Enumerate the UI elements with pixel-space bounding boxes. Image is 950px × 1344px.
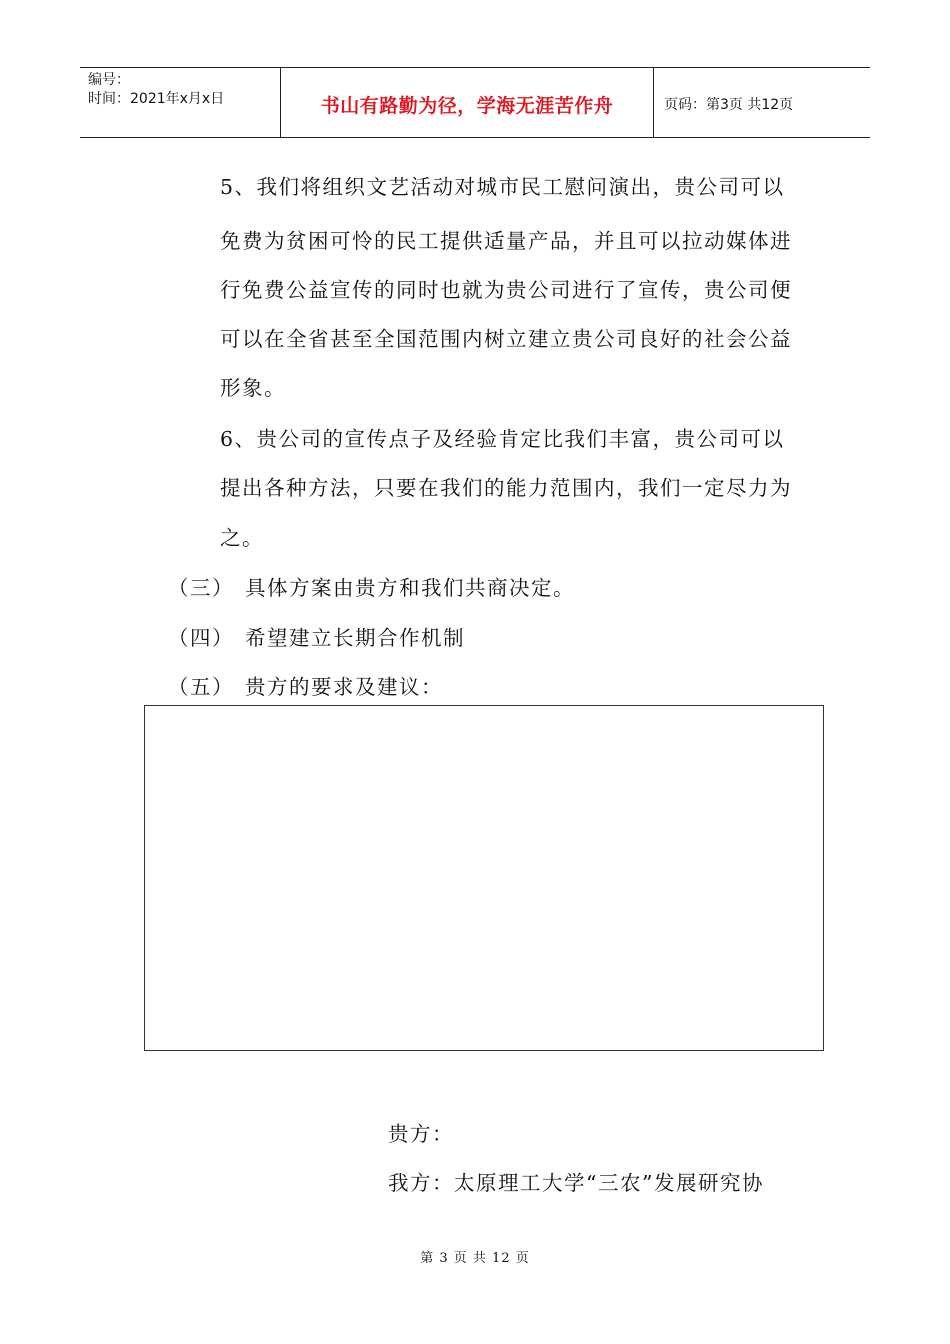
list-item-4-num: （四） (168, 626, 234, 650)
paragraph-6-line-1: 6、贵公司的宣传点子及经验肯定比我们丰富，贵公司可以 (220, 427, 785, 451)
signature-party-a: 贵方： (388, 1122, 454, 1146)
number-label: 编号： (88, 72, 130, 88)
list-item-3-num: （三） (168, 576, 234, 600)
paragraph-5-line-4: 可以在全省甚至全国范围内树立建立贵公司良好的社会公益 (220, 327, 792, 351)
list-item-5-text: 贵方的要求及建议： (245, 675, 443, 699)
paragraph-6-line-3: 之。 (220, 526, 264, 550)
paragraph-5-line-3: 行免费公益宣传的同时也就为贵公司进行了宣传，贵公司便 (220, 278, 792, 302)
suggestions-box (144, 705, 824, 1051)
header-meta (80, 68, 281, 137)
page-info: 页码：第3页 共12页 (664, 96, 794, 113)
page-footer: 第 3 页 共 12 页 (420, 1251, 530, 1266)
date-label: 时间：2021年x月x日 (88, 91, 225, 107)
list-item-5-num: （五） (168, 675, 234, 699)
header-motto-cell (281, 68, 654, 137)
motto: 书山有路勤为径，学海无涯苦作舟 (320, 95, 614, 117)
header-table (80, 67, 870, 138)
paragraph-6-line-2: 提出各种方法，只要在我们的能力范围内，我们一定尽力为 (220, 476, 792, 500)
list-item-4-text: 希望建立长期合作机制 (245, 626, 465, 650)
paragraph-5-line-5: 形象。 (220, 376, 286, 400)
paragraph-5-line-2: 免费为贫困可怜的民工提供适量产品，并且可以拉动媒体进 (220, 229, 792, 253)
signature-party-b: 我方：太原理工大学“三农”发展研究协 (388, 1171, 764, 1195)
paragraph-5-line-1: 5、我们将组织文艺活动对城市民工慰问演出，贵公司可以 (220, 175, 785, 199)
header-page-info (654, 68, 870, 137)
list-item-3-text: 具体方案由贵方和我们共商决定。 (245, 576, 575, 600)
